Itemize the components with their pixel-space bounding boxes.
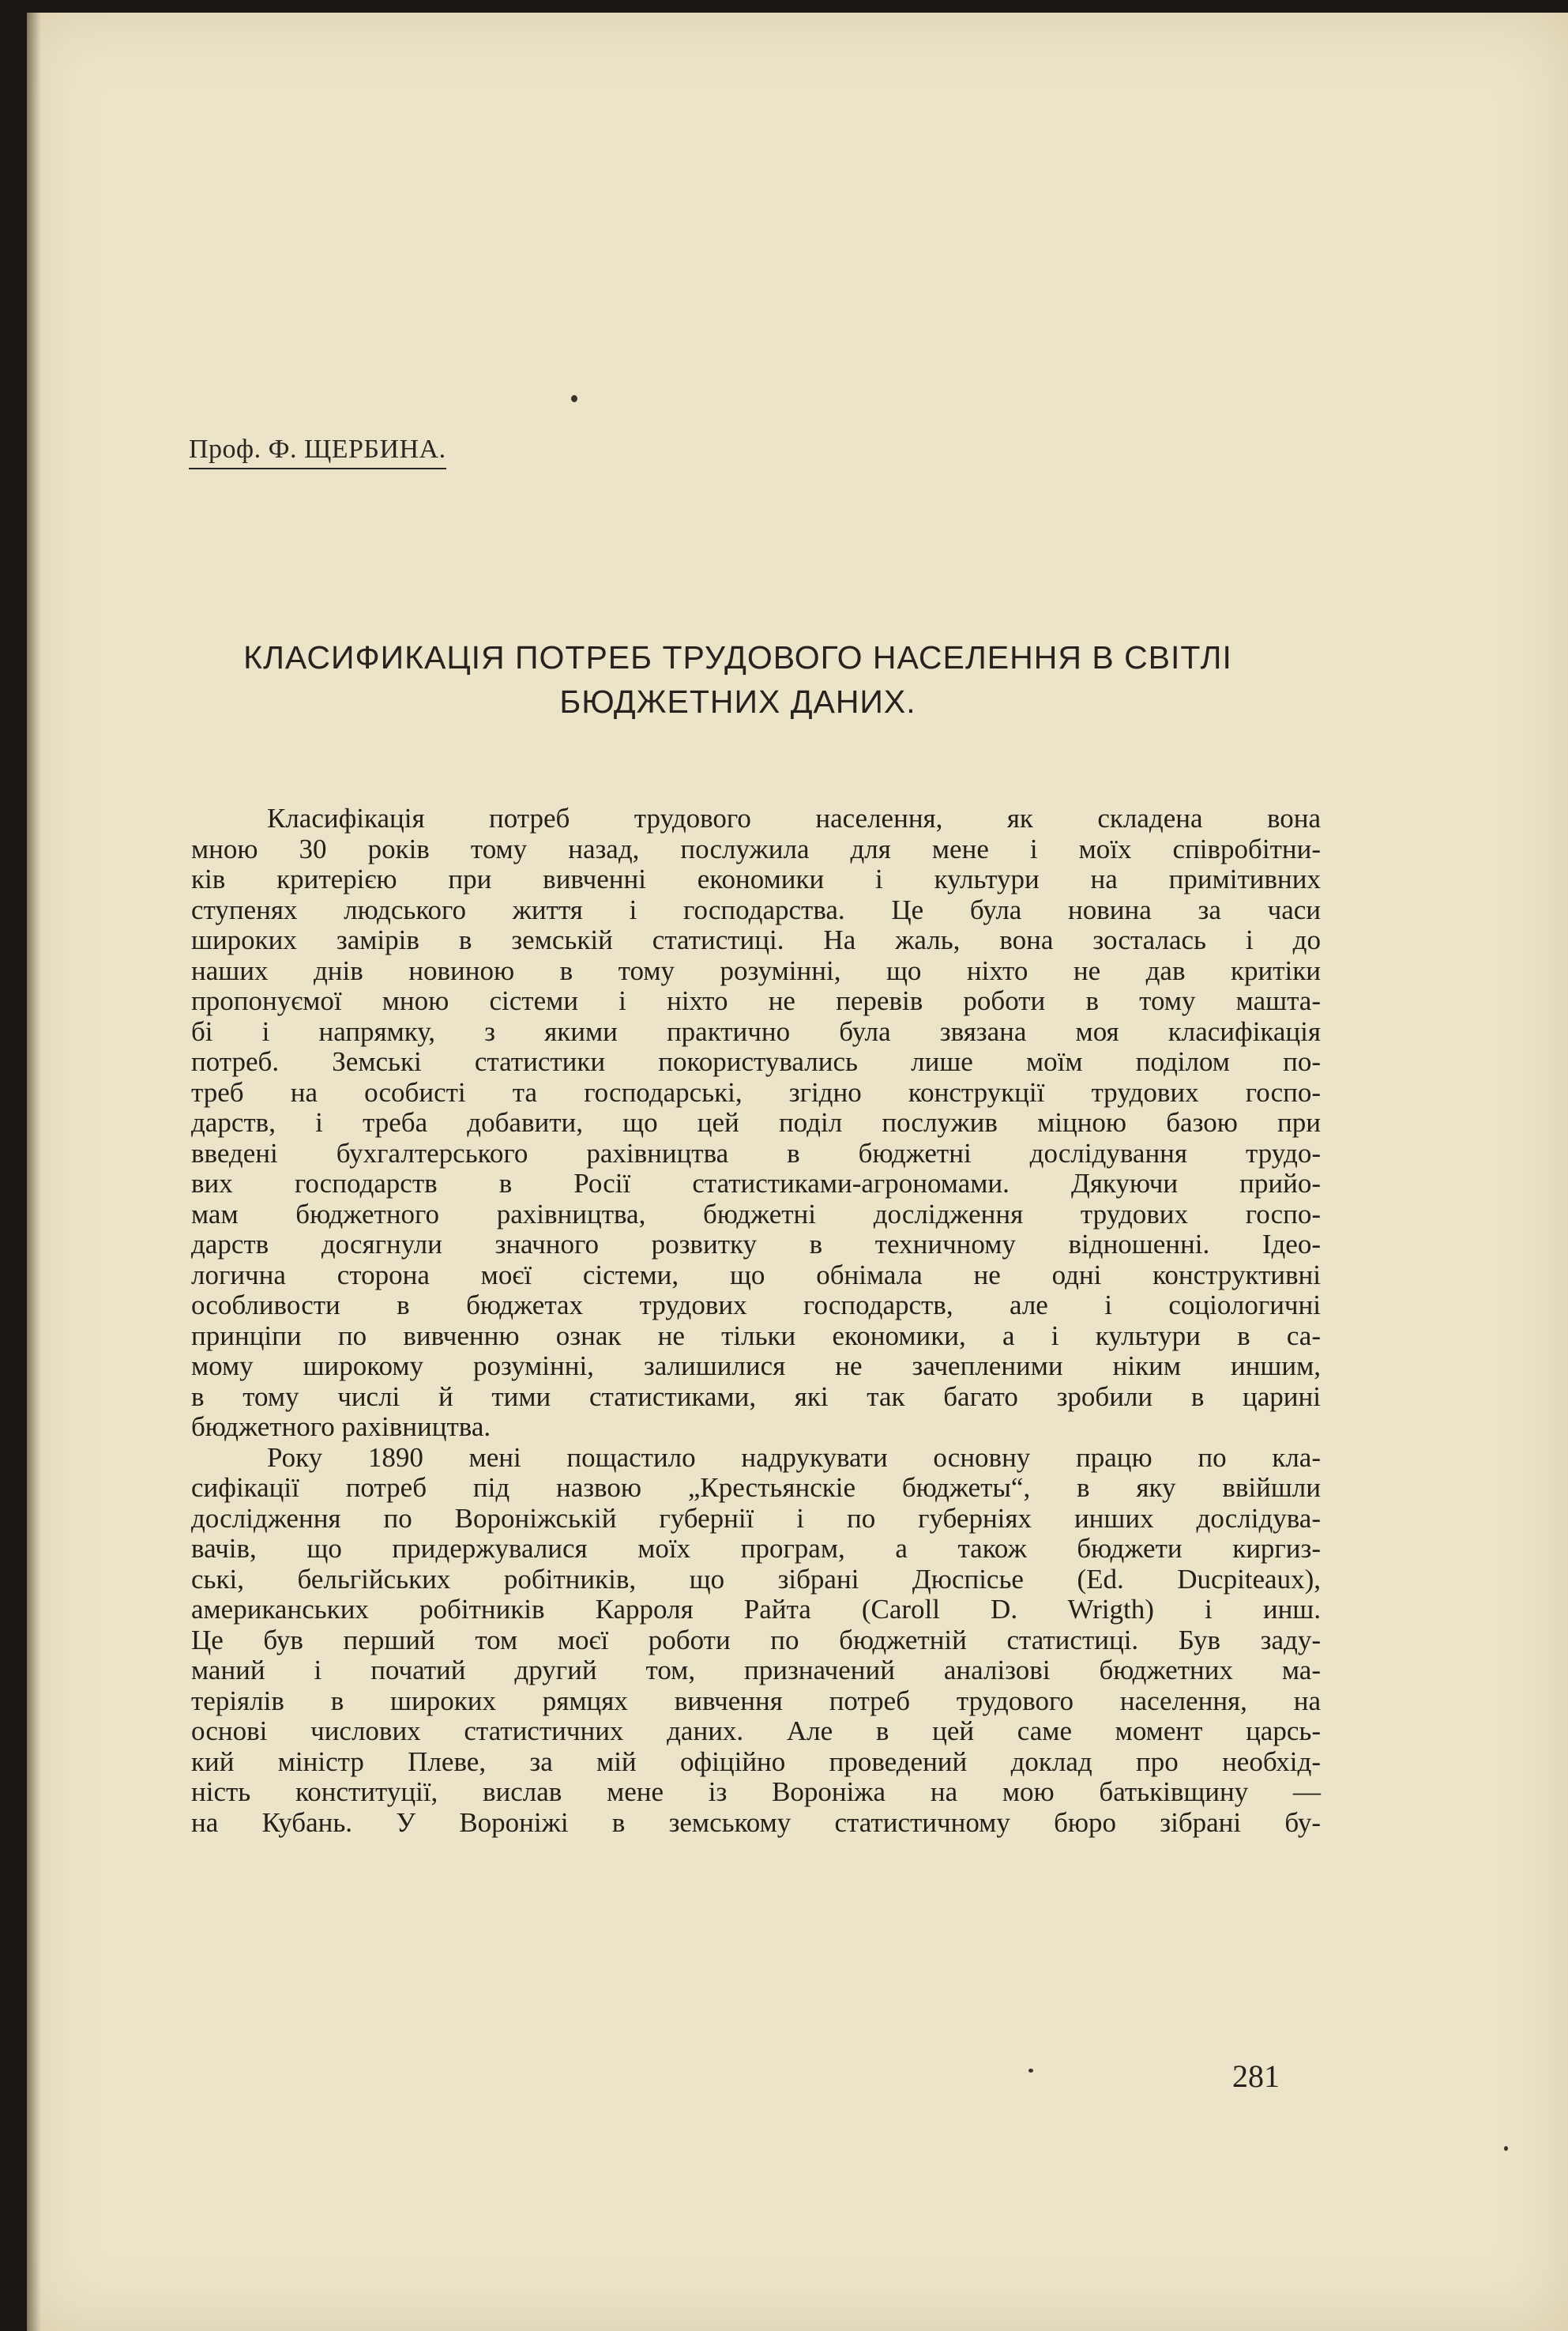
- text-line: сифікації потреб під назвою „Крестьянскіе бюджеты“, в яку ввійшли: [191, 1472, 1321, 1503]
- text-line: основі числових статистичних даних. Але в цей саме момент царсь-: [191, 1715, 1321, 1746]
- text-line: вих господарств в Росії статистиками-агрономами. Дякуючи прийо-: [191, 1168, 1321, 1199]
- text-line: Класифікація потреб трудового населення, як складена вона: [267, 803, 1321, 834]
- text-line: широких замірів в земській статистиці. На жаль, вона зосталась і до: [191, 924, 1321, 955]
- title-line: БЮДЖЕТНИХ ДАНИХ.: [559, 683, 916, 720]
- text-line: треб на особисті та господарські, згідно конструкції трудових госпо-: [191, 1076, 1321, 1108]
- page-number: 281: [1232, 2058, 1280, 2094]
- text-line: ність конституції, вислав мене із Вороніжа на мою батьківщину —: [191, 1776, 1321, 1807]
- text-line: ків критерією при вивченні економики і культури на примітивних: [191, 864, 1321, 894]
- text-line: дарств, і треба добавити, що цей поділ послужив міцною базою при: [191, 1107, 1321, 1138]
- book-page: [27, 13, 1568, 2331]
- text-line: дослідження по Вороніжській губернії і по губерніях инших дослідува-: [191, 1502, 1321, 1534]
- text-line: ступенях людського життя і господарства. Це була новина за часи: [191, 894, 1321, 925]
- text-line: мною 30 років тому назад, послужила для мене і моїх співробітни-: [191, 833, 1321, 864]
- paragraph-1: [191, 804, 1321, 1443]
- text-line: американських робітників Карроля Райта (Caroll D. Wrigth) і инш.: [191, 1594, 1321, 1625]
- title-line: КЛАСИФИКАЦІЯ ПОТРЕБ ТРУДОВОГО НАСЕЛЕННЯ В СВІТЛІ: [243, 639, 1232, 676]
- text-line: логична сторона моєї сістеми, що обнімала не одні конструктивні: [191, 1259, 1321, 1290]
- text-line: Це був перший том моєї роботи по бюджетній статистиці. Був заду-: [191, 1624, 1321, 1655]
- article-body: [191, 804, 1321, 1838]
- print-speck: [1028, 2069, 1033, 2073]
- text-line: мам бюджетного рахівництва, бюджетні дослідження трудових госпо-: [191, 1198, 1321, 1230]
- text-line: потреб. Земські статистики покористувались лише моїм поділом по-: [191, 1046, 1321, 1077]
- text-line: кий міністр Плеве, за мій офіційно проведений доклад про необхід-: [191, 1745, 1321, 1777]
- text-line: Року 1890 мені пощастило надрукувати основну працю по кла-: [267, 1441, 1321, 1473]
- text-line: ські, бельгійських робітників, що зібрані Дюспісье (Ed. Ducpiteaux),: [191, 1563, 1321, 1595]
- text-line: теріялів в широких рямцях вивчення потреб трудового населення, на: [191, 1685, 1321, 1716]
- article-title: [153, 635, 1322, 724]
- text-line: пропонуємої мною сістеми і ніхто не перевів роботи в тому машта-: [191, 985, 1321, 1016]
- spine-shadow: [27, 13, 41, 2331]
- text-line: на Кубань. У Вороніжі в земському статистичному бюро зібрані бу-: [191, 1806, 1321, 1838]
- print-speck: [571, 395, 577, 402]
- text-line: бі і напрямку, з якими практично була звязана моя класифікація: [191, 1015, 1321, 1047]
- text-line: дарств досягнули значного розвитку в техничному відношенні. Ідео-: [191, 1229, 1321, 1260]
- text-line: введені бухгалтерського рахівництва в бюджетні дослідування трудо-: [191, 1137, 1321, 1169]
- text-line: вачів, що придержувалися моїх програм, а також бюджети киргиз-: [191, 1533, 1321, 1564]
- text-line: наших днів новиною в тому розумінні, що ніхто не дав критіки: [191, 955, 1321, 986]
- print-speck: [1504, 2146, 1508, 2151]
- text-line: бюджетного рахівництва.: [191, 1411, 491, 1442]
- text-line: особливости в бюджетах трудових господарств, але і соціологичні: [191, 1290, 1321, 1320]
- paragraph-2: [191, 1443, 1321, 1839]
- text-line: маний і початий другий том, призначений аналізові бюджетних ма-: [191, 1655, 1321, 1685]
- text-line: принціпи по вивченню ознак не тільки економики, а і культури в са-: [191, 1320, 1321, 1351]
- author-name: Проф. Ф. ЩЕРБИНА.: [189, 435, 446, 469]
- text-line: в тому числі й тими статистиками, які так багато зробили в царині: [191, 1380, 1321, 1412]
- text-line: мому широкому розумінні, залишилися не зачепленими ніким иншим,: [191, 1350, 1321, 1381]
